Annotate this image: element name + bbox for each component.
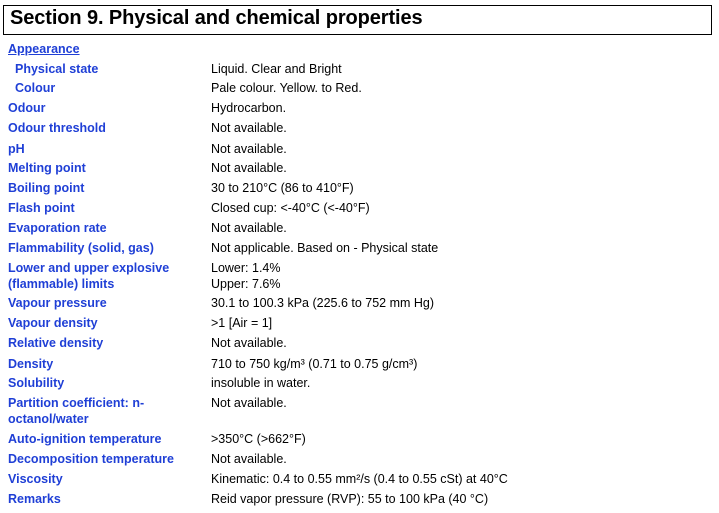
property-label bbox=[8, 316, 204, 332]
property-label-line: Appearance bbox=[8, 42, 80, 56]
property-value-line: Reid vapor pressure (RVP): 55 to 100 kPa (40 °C) bbox=[211, 492, 489, 506]
property-value-line: Not available. bbox=[211, 221, 287, 235]
property-label bbox=[15, 62, 211, 78]
property-label bbox=[8, 432, 204, 448]
property-value-line: 30 to 210°C (86 to 410°F) bbox=[211, 181, 354, 195]
property-label bbox=[8, 492, 204, 508]
property-value-line: Upper: 7.6% bbox=[211, 276, 281, 291]
property-value bbox=[211, 376, 711, 392]
property-label bbox=[8, 357, 204, 373]
property-label bbox=[15, 81, 211, 97]
property-value-line: Closed cup: <-40°C (<-40°F) bbox=[211, 201, 370, 215]
property-label bbox=[8, 241, 204, 257]
property-value bbox=[211, 452, 711, 468]
property-value bbox=[211, 62, 711, 78]
property-label-line: Vapour pressure bbox=[8, 296, 107, 310]
property-label bbox=[8, 261, 204, 292]
property-label-line: Colour bbox=[15, 81, 56, 95]
property-label-line: Remarks bbox=[8, 492, 61, 506]
property-value bbox=[211, 357, 711, 373]
property-value bbox=[211, 121, 711, 137]
property-value-line: Not available. bbox=[211, 396, 287, 410]
property-label-line: Density bbox=[8, 357, 54, 371]
property-label bbox=[8, 181, 204, 197]
property-label bbox=[8, 472, 204, 488]
property-label-line: Solubility bbox=[8, 376, 65, 390]
property-value bbox=[211, 181, 711, 197]
property-label-line: Vapour density bbox=[8, 316, 98, 330]
property-value bbox=[211, 201, 711, 217]
property-value-line: Liquid. Clear and Bright bbox=[211, 62, 342, 76]
property-value bbox=[211, 296, 711, 312]
property-label-line: Physical state bbox=[15, 62, 99, 76]
property-label-line: Decomposition temperature bbox=[8, 452, 175, 466]
property-label-line: Evaporation rate bbox=[8, 221, 107, 235]
property-value-line: insoluble in water. bbox=[211, 376, 311, 390]
property-label-line: Partition coefficient: n- bbox=[8, 396, 145, 410]
property-value-line: Not available. bbox=[211, 121, 287, 135]
property-label bbox=[8, 336, 204, 352]
property-value-line: Not available. bbox=[211, 452, 287, 466]
property-value-line: Not applicable. Based on - Physical state bbox=[211, 241, 439, 255]
property-label-line: Lower and upper explosive bbox=[8, 261, 170, 275]
property-value bbox=[211, 161, 711, 177]
property-value bbox=[211, 316, 711, 332]
property-label-line: pH bbox=[8, 142, 25, 156]
property-label-line: octanol/water bbox=[8, 411, 89, 426]
property-label bbox=[8, 121, 204, 137]
property-label-line: Flammability (solid, gas) bbox=[8, 241, 154, 255]
property-value-line: Not available. bbox=[211, 142, 287, 156]
property-label-line: Viscosity bbox=[8, 472, 63, 486]
property-value bbox=[211, 101, 711, 117]
property-value bbox=[211, 396, 711, 412]
property-label bbox=[8, 296, 204, 312]
property-value bbox=[211, 261, 711, 292]
property-value bbox=[211, 472, 711, 488]
property-label-line: Auto-ignition temperature bbox=[8, 432, 162, 446]
property-value-line: Not available. bbox=[211, 161, 287, 175]
property-value-line: Kinematic: 0.4 to 0.55 mm²/s (0.4 to 0.55 cSt) at 40°C bbox=[211, 472, 508, 486]
property-label bbox=[8, 201, 204, 217]
property-value bbox=[211, 432, 711, 448]
property-value bbox=[211, 221, 711, 237]
property-label-line: Melting point bbox=[8, 161, 86, 175]
property-label-line: Flash point bbox=[8, 201, 75, 215]
property-value-line: Hydrocarbon. bbox=[211, 101, 287, 115]
property-value-line: >1 [Air = 1] bbox=[211, 316, 273, 330]
property-value-line: >350°C (>662°F) bbox=[211, 432, 306, 446]
property-label bbox=[8, 161, 204, 177]
property-label bbox=[8, 221, 204, 237]
section-title: Section 9. Physical and chemical properties bbox=[10, 7, 423, 29]
property-value bbox=[211, 241, 711, 257]
property-label-line: Relative density bbox=[8, 336, 104, 350]
property-label bbox=[8, 376, 204, 392]
property-value bbox=[211, 336, 711, 352]
property-value-line: 710 to 750 kg/m³ (0.71 to 0.75 g/cm³) bbox=[211, 357, 418, 371]
property-value-line: Lower: 1.4% bbox=[211, 261, 281, 275]
property-label bbox=[8, 452, 204, 468]
property-value-line: 30.1 to 100.3 kPa (225.6 to 752 mm Hg) bbox=[211, 296, 435, 310]
property-value-line: Not available. bbox=[211, 336, 287, 350]
property-value bbox=[211, 142, 711, 158]
property-value bbox=[211, 492, 711, 508]
property-label-line: Odour threshold bbox=[8, 121, 106, 135]
property-label bbox=[8, 396, 204, 427]
property-label[interactable] bbox=[8, 42, 204, 58]
property-label-line: (flammable) limits bbox=[8, 276, 115, 291]
property-label bbox=[8, 142, 204, 158]
property-label-line: Boiling point bbox=[8, 181, 85, 195]
property-label-line: Odour bbox=[8, 101, 46, 115]
property-label bbox=[8, 101, 204, 117]
property-value bbox=[211, 81, 711, 97]
property-value-line: Pale colour. Yellow. to Red. bbox=[211, 81, 362, 95]
